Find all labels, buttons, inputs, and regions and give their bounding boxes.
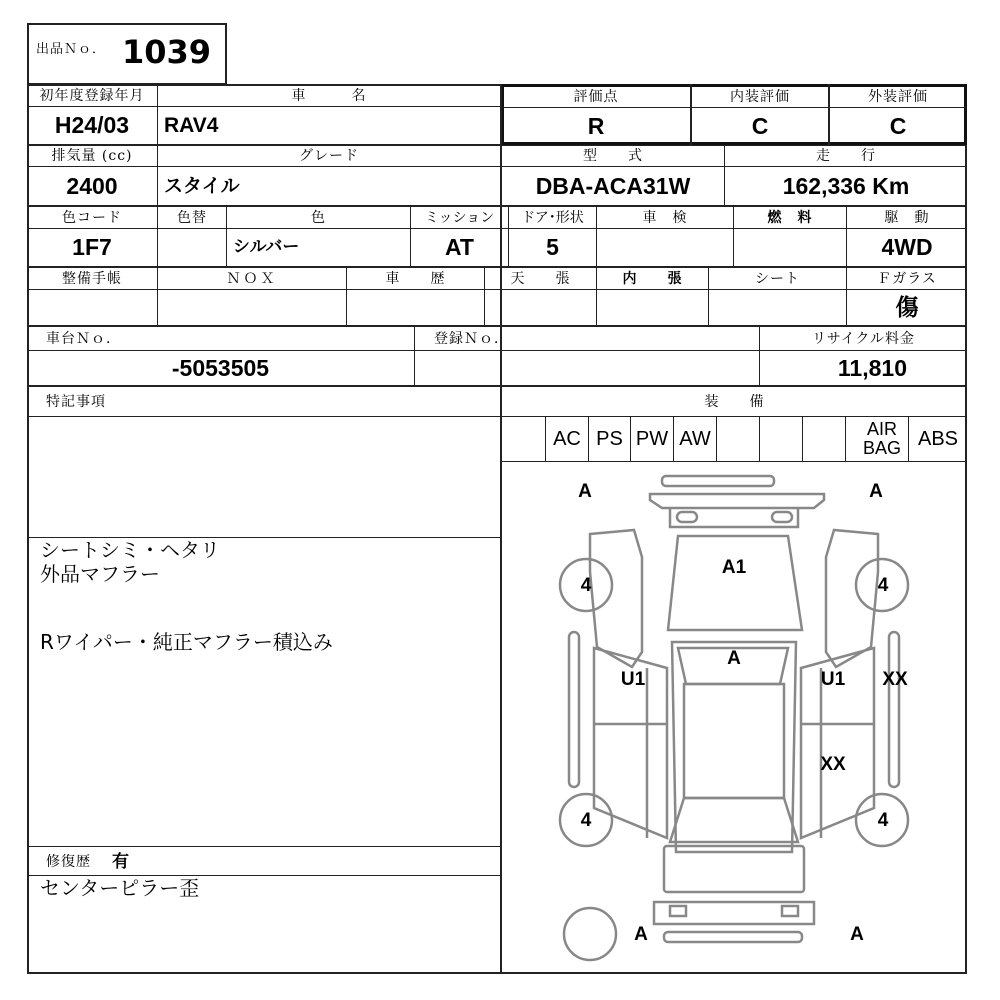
chassis-value: -5053505 xyxy=(171,354,270,381)
damage-mark: A xyxy=(578,480,592,502)
grade-label: グレード xyxy=(299,148,359,164)
mission-label: ミッション xyxy=(424,209,495,226)
damage-mark: A1 xyxy=(721,556,747,578)
history-label: 車 歴 xyxy=(385,270,446,287)
mileage-value: 162,336 Km xyxy=(782,172,910,199)
repair-history-value: 有 xyxy=(112,851,129,872)
name-label: 車 名 xyxy=(291,87,367,104)
equipment-slot xyxy=(717,417,759,461)
equipment-ps: PS xyxy=(596,428,623,450)
equipment-slot xyxy=(803,417,845,461)
airbag-text: AIR BAG xyxy=(862,419,901,458)
color-code-value: 1F7 xyxy=(72,234,112,260)
displacement-label: 排気量 (cc) xyxy=(51,148,133,164)
damage-mark: A xyxy=(634,923,648,945)
exterior-grade-label: 外装評価 xyxy=(868,88,928,105)
tire-tread-value: 4 xyxy=(580,574,592,596)
nox-label: ＮＯＸ xyxy=(226,270,278,287)
equipment-airbag xyxy=(856,417,908,461)
nox-value xyxy=(158,290,346,325)
repair-history-label: 修復歴 xyxy=(46,854,91,870)
mileage-label: 走 行 xyxy=(816,148,876,164)
mission-value: AT xyxy=(445,234,474,260)
roof-lining-label: 天 張 xyxy=(510,270,571,287)
seat-label: シート xyxy=(755,270,800,287)
equipment-label: 装 備 xyxy=(704,394,765,410)
tire-tread-value: 4 xyxy=(877,574,889,596)
damage-mark: A xyxy=(850,923,864,945)
equipment-slot xyxy=(502,417,545,461)
front-glass-value: 傷 xyxy=(895,294,919,321)
equipment-slot xyxy=(846,417,856,461)
damage-mark: U1 xyxy=(620,668,646,690)
inspection-label: 車 検 xyxy=(642,209,688,226)
car-damage-diagram xyxy=(502,462,966,973)
fuel-value xyxy=(734,229,846,266)
record-value xyxy=(27,290,157,325)
equipment-abs: ABS xyxy=(917,428,959,450)
damage-mark: U1 xyxy=(820,668,846,690)
note-line: シートシミ・ヘタリ xyxy=(40,538,220,562)
damage-mark: XX xyxy=(882,668,908,690)
recycle-fee-value: 11,810 xyxy=(837,354,907,381)
year-label: 初年度登録年月 xyxy=(39,87,145,104)
fuel-label: 燃 料 xyxy=(767,209,813,226)
front-glass-label: Ｆガラス xyxy=(877,270,937,287)
damage-mark: A xyxy=(869,480,883,502)
equipment-slot xyxy=(760,417,802,461)
registration-label: 登録Ｎｏ． xyxy=(434,331,509,347)
score-value: R xyxy=(587,112,605,139)
roof-lining-value xyxy=(485,290,596,325)
model-value: DBA-ACA31W xyxy=(535,172,691,199)
damage-mark: XX xyxy=(820,753,846,775)
history-value xyxy=(347,290,484,325)
lot-number: 1039 xyxy=(122,33,212,71)
color-value: シルバー xyxy=(233,237,300,257)
grade-value: スタイル xyxy=(164,174,240,197)
door-value: 5 xyxy=(546,234,559,260)
registration-value xyxy=(415,351,759,385)
color-change-label: 色替 xyxy=(177,209,207,226)
record-label: 整備手帳 xyxy=(62,270,122,287)
color-code-label: 色コード xyxy=(62,209,122,226)
tire-tread-value: 4 xyxy=(580,809,592,831)
drive-label: 駆 動 xyxy=(884,209,930,226)
score-label: 評価点 xyxy=(573,88,619,105)
model-label: 型 式 xyxy=(583,148,643,164)
interior-lining-label: 内 張 xyxy=(622,270,683,287)
name-value: RAV4 xyxy=(164,114,219,137)
lot-label: 出品Ｎｏ． xyxy=(36,41,107,57)
notes-label: 特記事項 xyxy=(46,394,106,410)
drive-value: 4WD xyxy=(881,234,933,260)
chassis-label: 車台Ｎｏ． xyxy=(46,331,121,347)
color-change-value xyxy=(158,229,226,266)
interior-grade-label: 内装評価 xyxy=(730,88,790,105)
displacement-value: 2400 xyxy=(66,172,118,199)
damage-mark: A xyxy=(727,647,741,669)
tire-tread-value: 4 xyxy=(877,809,889,831)
seat-value xyxy=(709,290,846,325)
recycle-fee-label: リサイクル料金 xyxy=(811,331,916,347)
color-label: 色 xyxy=(311,209,326,226)
interior-lining-value xyxy=(597,290,708,325)
note-line: 外品マフラー xyxy=(40,562,160,586)
interior-grade-value: C xyxy=(751,112,769,139)
year-value: H24/03 xyxy=(54,112,130,138)
exterior-grade-value: C xyxy=(889,112,907,139)
equipment-pw: PW xyxy=(635,428,669,450)
repair-detail-line: センターピラー歪 xyxy=(40,876,200,900)
door-label: ドア･形状 xyxy=(521,209,584,226)
equipment-ac: AC xyxy=(553,428,581,450)
inspection-value xyxy=(597,229,733,266)
equipment-aw: AW xyxy=(679,428,711,450)
note-line: Rワイパー・純正マフラー積込み xyxy=(40,630,333,654)
